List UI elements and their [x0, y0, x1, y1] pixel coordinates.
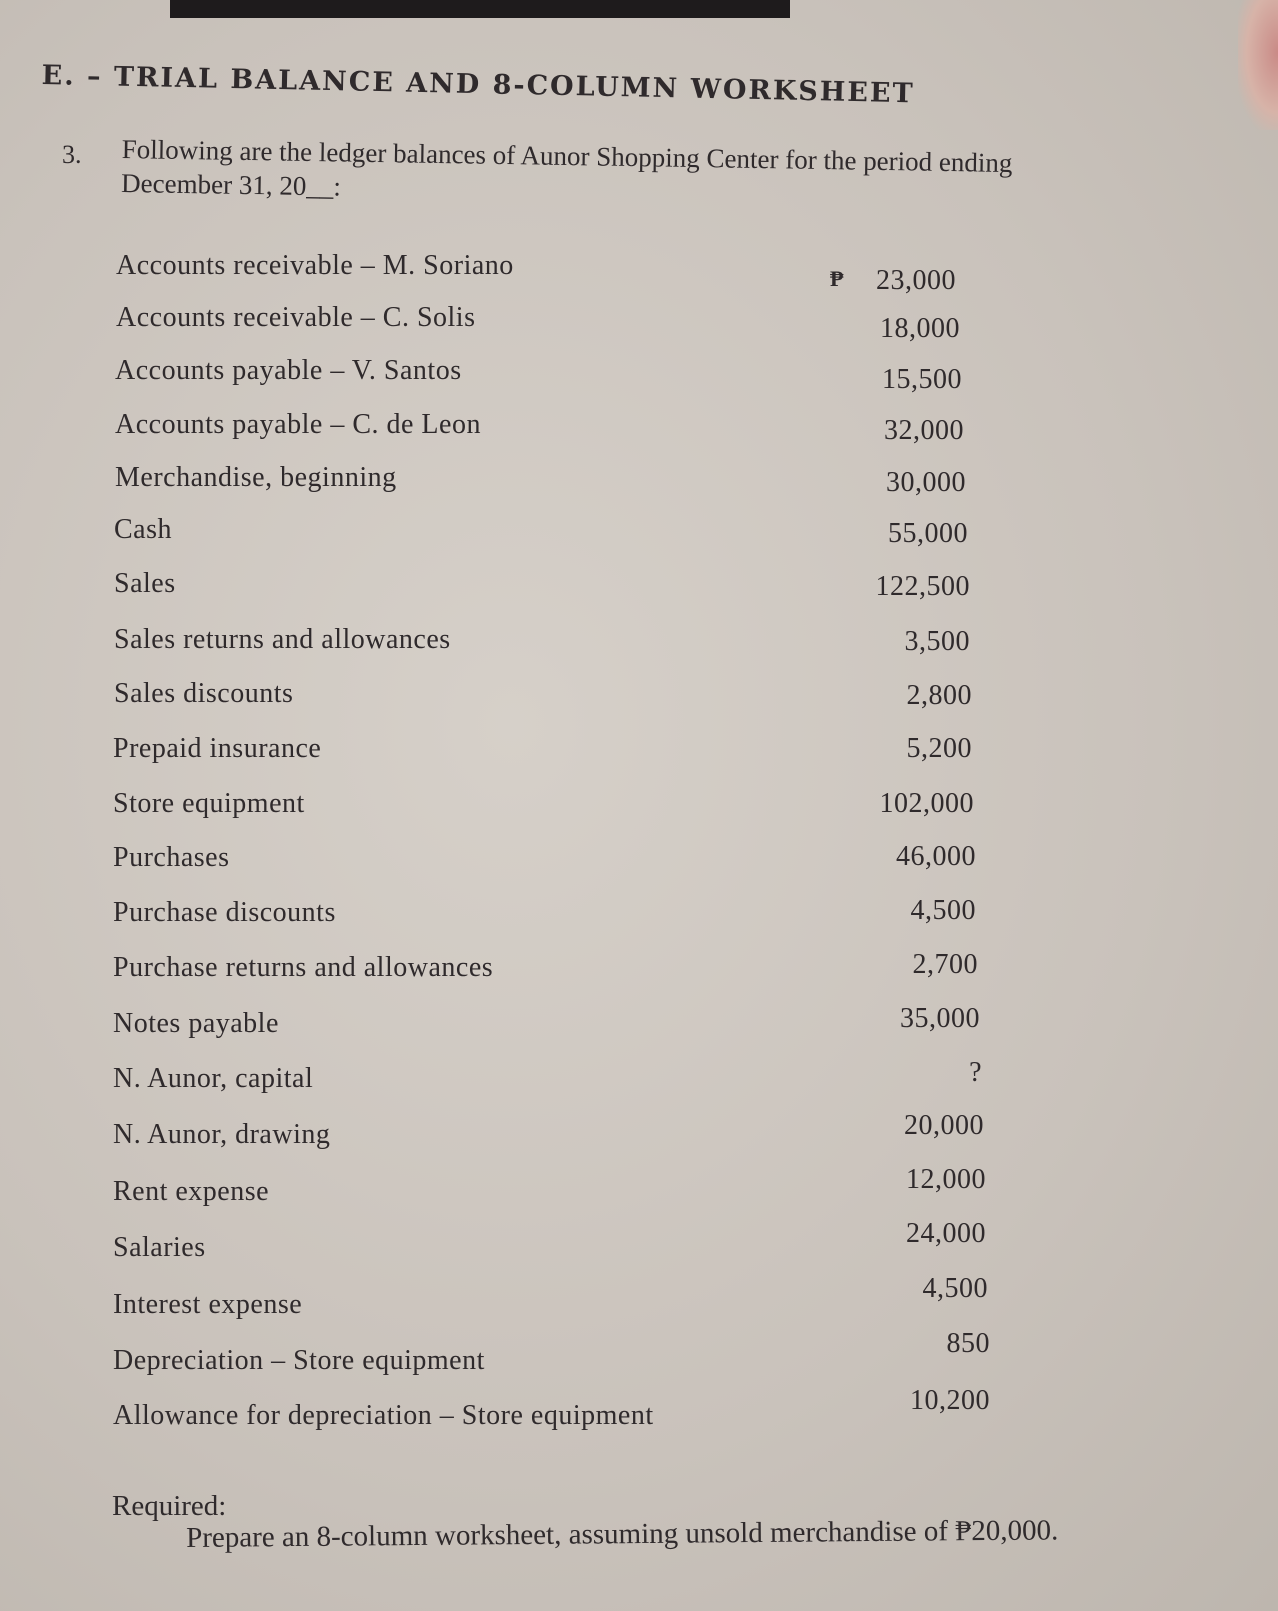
problem-intro [121, 132, 1013, 214]
account-amount: 4,500 [910, 895, 976, 926]
account-amount: 55,000 [888, 518, 968, 549]
section-title: E. – TRIAL BALANCE AND 8-COLUMN WORKSHEET [41, 60, 915, 110]
ledger-row [0, 949, 1278, 988]
account-amount: 12,000 [906, 1164, 986, 1195]
ledger-row [0, 1057, 1278, 1099]
ledger-row [0, 733, 1278, 769]
account-amount: 850 [946, 1328, 990, 1359]
account-amount: 102,000 [879, 788, 974, 819]
account-amount: 32,000 [884, 415, 964, 446]
account-name: Merchandise, beginning [115, 462, 397, 493]
account-amount: 122,500 [875, 571, 970, 602]
ledger-row [0, 1385, 1278, 1436]
account-amount: 35,000 [900, 1003, 980, 1034]
account-amount: 3,500 [904, 626, 970, 657]
account-name: Depreciation – Store equipment [113, 1345, 485, 1376]
ledger-row [0, 250, 1278, 296]
account-name: Sales discounts [114, 678, 294, 709]
account-name: Cash [114, 514, 172, 545]
photo-edge-finger [1238, 0, 1278, 130]
account-name: N. Aunor, capital [113, 1063, 314, 1094]
account-amount: ? [969, 1057, 982, 1088]
account-name: Interest expense [113, 1289, 303, 1320]
ledger-row [0, 1328, 1278, 1381]
ledger-row [0, 302, 1278, 344]
account-name: Rent expense [113, 1176, 270, 1207]
photo-edge-dark-strip [170, 0, 790, 18]
account-amount: 2,800 [906, 680, 972, 711]
account-amount: 2,700 [912, 949, 978, 980]
ledger-row [0, 1110, 1278, 1155]
ledger-row [0, 462, 1278, 498]
account-name: Purchase discounts [113, 897, 336, 928]
account-name: Accounts receivable – C. Solis [116, 302, 476, 333]
account-amount: 4,500 [922, 1273, 988, 1304]
account-name: Notes payable [113, 1008, 279, 1039]
ledger-row [0, 568, 1278, 604]
ledger-row [0, 1164, 1278, 1212]
ledger-row [0, 897, 1278, 933]
account-name: Prepaid insurance [113, 733, 322, 764]
ledger-row [0, 355, 1278, 395]
account-name: Accounts receivable – M. Soriano [116, 250, 514, 281]
account-amount: 10,200 [910, 1385, 990, 1416]
account-name: Accounts payable – C. de Leon [115, 409, 481, 440]
account-name: Purchases [113, 842, 230, 873]
account-amount: 30,000 [886, 467, 966, 498]
required-instruction: Prepare an 8-column worksheet, assuming unsold merchandise of ₱20,000. [186, 1514, 1059, 1554]
ledger-row [0, 678, 1278, 714]
ledger-row [0, 624, 1278, 660]
account-amount: 20,000 [904, 1110, 984, 1141]
account-amount: 46,000 [896, 841, 976, 872]
account-name: Accounts payable – V. Santos [115, 355, 462, 386]
currency-symbol: ₱ [830, 266, 844, 291]
account-name: Allowance for depreciation – Store equipment [113, 1400, 654, 1431]
ledger-row [0, 1003, 1278, 1044]
ledger-row [0, 1273, 1278, 1325]
ledger-row [0, 1218, 1278, 1268]
account-name: Sales returns and allowances [114, 624, 451, 655]
problem-intro-line-2: December 31, 20__: [120, 167, 342, 202]
account-amount: 23,000 [876, 265, 956, 296]
required-label: Required: [112, 1490, 227, 1522]
ledger-row [0, 788, 1278, 824]
account-name: Salaries [113, 1232, 206, 1263]
account-name: Purchase returns and allowances [113, 952, 494, 983]
account-amount: 5,200 [906, 733, 972, 764]
ledger-row [0, 514, 1278, 550]
problem-number: 3. [62, 140, 82, 169]
account-amount: 18,000 [880, 313, 960, 344]
ledger-row [0, 842, 1278, 878]
problem-intro-line-1: Following are the ledger balances of Aunor Shopping Center for the period ending [121, 133, 1013, 178]
account-amount: 15,500 [882, 364, 962, 395]
account-amount: 24,000 [906, 1218, 986, 1249]
account-name: N. Aunor, drawing [113, 1119, 331, 1150]
account-name: Sales [114, 568, 176, 599]
account-name: Store equipment [113, 788, 305, 819]
ledger-row [0, 409, 1278, 445]
